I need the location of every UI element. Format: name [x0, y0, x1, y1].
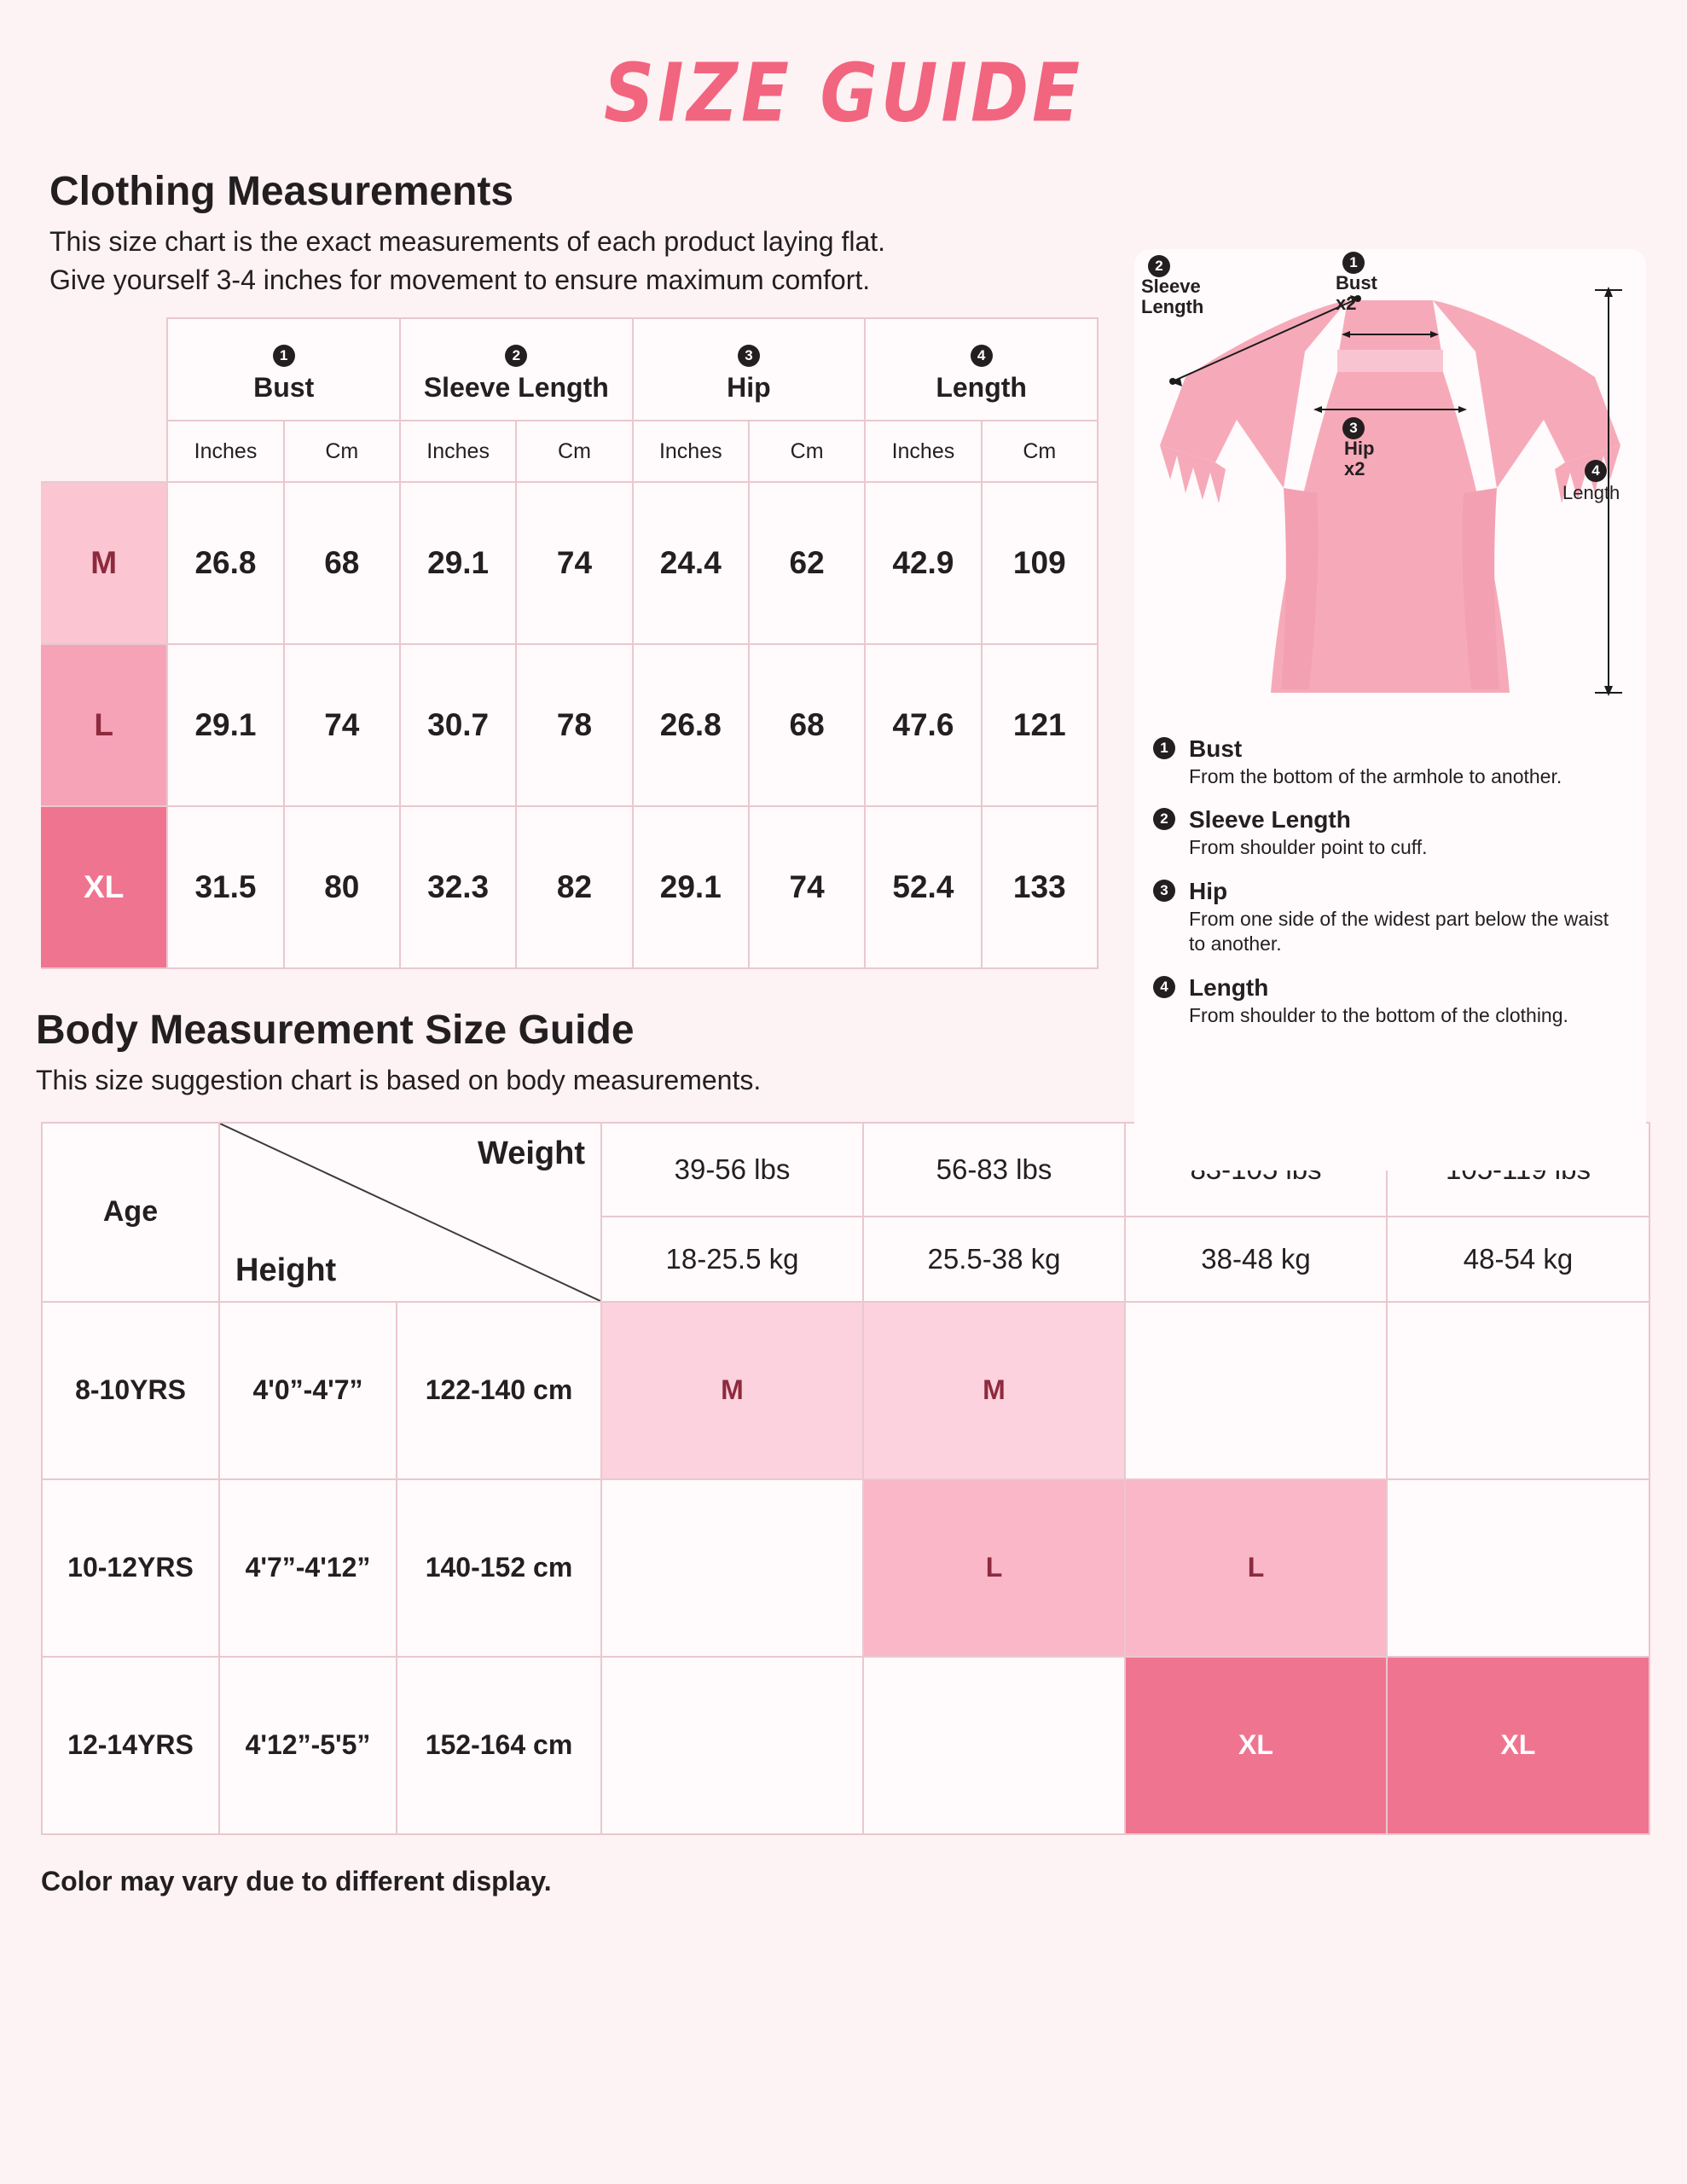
size-suggestion-cell	[601, 1657, 863, 1834]
weight-kg-header: 25.5-38 kg	[863, 1217, 1125, 1302]
table-row	[41, 482, 1098, 644]
measure-cell: 62	[749, 482, 865, 644]
group-label-length: Length	[936, 372, 1027, 404]
color-disclaimer: Color may vary due to different display.	[41, 1865, 552, 1896]
weight-kg-header: 38-48 kg	[1125, 1217, 1387, 1302]
definition-term: Hip	[1189, 877, 1228, 904]
definition-bust	[1153, 735, 1627, 789]
badge-4: 4	[867, 335, 1096, 367]
clothing-measurements-heading: Clothing Measurements	[49, 169, 514, 214]
size-suggestion-cell: M	[601, 1302, 863, 1479]
measure-cell: 32.3	[400, 806, 516, 968]
page-title: SIZE GUIDE	[603, 47, 1084, 141]
definition-badge-1: 1	[1153, 737, 1175, 759]
definition-sleeve-length	[1153, 806, 1627, 860]
unit-cell: Cm	[284, 421, 400, 482]
age-cell: 8-10YRS	[42, 1302, 219, 1479]
measure-cell: 109	[982, 482, 1098, 644]
measure-cell: 29.1	[400, 482, 516, 644]
size-suggestion-cell: L	[1125, 1479, 1387, 1657]
unit-cell: Inches	[865, 421, 981, 482]
size-suggestion-cell: XL	[1125, 1657, 1387, 1834]
size-suggestion-cell: L	[863, 1479, 1125, 1657]
age-cell: 10-12YRS	[42, 1479, 219, 1657]
definition-desc: From shoulder point to cuff.	[1189, 836, 1428, 859]
measure-cell: 74	[749, 806, 865, 968]
size-label-l: L	[41, 644, 167, 806]
definition-desc: From one side of the widest part below the waist to another.	[1189, 907, 1609, 956]
unit-cell: Cm	[749, 421, 865, 482]
measure-cell: 74	[516, 482, 632, 644]
table-row	[42, 1479, 1649, 1657]
height-inches-cell: 4'0”-4'7”	[219, 1302, 397, 1479]
illus-sleeve-badge: 2	[1148, 254, 1170, 277]
measure-cell: 74	[284, 644, 400, 806]
size-suggestion-cell: M	[863, 1302, 1125, 1479]
corner-blank	[41, 318, 167, 421]
measure-cell: 42.9	[865, 482, 981, 644]
garment-illustration-panel	[1134, 249, 1646, 1170]
group-header-sleeve-length	[400, 318, 633, 421]
measure-cell: 47.6	[865, 644, 981, 806]
group-label-bust: Bust	[253, 372, 315, 404]
unit-cell: Inches	[167, 421, 283, 482]
illus-hip-label: Hip x2	[1344, 438, 1375, 480]
dress-diagram	[1134, 249, 1646, 727]
measure-cell: 26.8	[633, 644, 749, 806]
age-cell: 12-14YRS	[42, 1657, 219, 1834]
size-suggestion-cell	[601, 1479, 863, 1657]
group-header-hip	[633, 318, 866, 421]
illus-sleeve-label: Sleeve Length	[1141, 276, 1204, 318]
height-header-label: Height	[235, 1252, 337, 1288]
group-label-sleeve-length: Sleeve Length	[423, 372, 609, 404]
weight-height-diagonal-header	[219, 1123, 601, 1302]
measure-cell: 78	[516, 644, 632, 806]
group-label-hip: Hip	[727, 372, 771, 404]
age-header: Age	[42, 1123, 219, 1302]
table-row-units	[41, 421, 1098, 482]
clothing-table-wrap	[41, 317, 1099, 969]
unit-cell: Cm	[982, 421, 1098, 482]
unit-cell: Inches	[400, 421, 516, 482]
measure-cell: 80	[284, 806, 400, 968]
illus-hip-badge: 3	[1342, 416, 1365, 439]
measure-cell: 133	[982, 806, 1098, 968]
table-row	[42, 1302, 1649, 1479]
definition-desc: From shoulder to the bottom of the clothing.	[1189, 1003, 1568, 1026]
height-inches-cell: 4'7”-4'12”	[219, 1479, 397, 1657]
definition-hip	[1153, 878, 1627, 957]
table-row	[42, 1657, 1649, 1834]
weight-lbs-header: 56-83 lbs	[863, 1123, 1125, 1217]
clothing-measurements-table	[41, 317, 1099, 969]
size-label-xl: XL	[41, 806, 167, 968]
weight-lbs-header: 39-56 lbs	[601, 1123, 863, 1217]
measure-cell: 30.7	[400, 644, 516, 806]
group-header-bust	[167, 318, 400, 421]
table-row	[41, 806, 1098, 968]
height-cm-cell: 152-164 cm	[397, 1657, 601, 1834]
measure-cell: 68	[284, 482, 400, 644]
measure-cell: 24.4	[633, 482, 749, 644]
measure-cell: 121	[982, 644, 1098, 806]
measure-cell: 31.5	[167, 806, 283, 968]
size-suggestion-cell	[863, 1657, 1125, 1834]
unit-cell: Inches	[633, 421, 749, 482]
height-cm-cell: 140-152 cm	[397, 1479, 601, 1657]
definition-badge-4: 4	[1153, 976, 1175, 998]
definition-length	[1153, 974, 1627, 1028]
size-suggestion-cell	[1387, 1479, 1649, 1657]
illus-length-label: Length	[1562, 482, 1620, 503]
body-table-wrap	[41, 1122, 1649, 1835]
measure-cell: 68	[749, 644, 865, 806]
table-row-group-headers	[41, 318, 1098, 421]
units-blank	[41, 421, 167, 482]
illus-bust-label: Bust x2	[1336, 272, 1377, 315]
size-suggestion-cell	[1387, 1302, 1649, 1479]
group-header-length	[865, 318, 1098, 421]
unit-cell: Cm	[516, 421, 632, 482]
size-suggestion-cell: XL	[1387, 1657, 1649, 1834]
clothing-desc-line-2: Give yourself 3-4 inches for movement to ensure maximum comfort.	[49, 264, 871, 296]
measure-cell: 29.1	[633, 806, 749, 968]
height-cm-cell: 122-140 cm	[397, 1302, 601, 1479]
weight-header-label: Weight	[478, 1135, 585, 1171]
weight-kg-header: 48-54 kg	[1387, 1217, 1649, 1302]
definition-term: Bust	[1189, 735, 1243, 762]
definition-badge-3: 3	[1153, 880, 1175, 902]
definition-desc: From the bottom of the armhole to another.	[1189, 765, 1562, 787]
definition-term: Sleeve Length	[1189, 806, 1351, 834]
badge-1: 1	[169, 335, 398, 367]
body-measurement-desc: This size suggestion chart is based on body measurements.	[36, 1065, 762, 1096]
measure-cell: 26.8	[167, 482, 283, 644]
size-suggestion-cell	[1125, 1302, 1387, 1479]
table-row	[41, 644, 1098, 806]
definition-term: Length	[1189, 973, 1269, 1001]
size-label-m: M	[41, 482, 167, 644]
body-measurement-heading: Body Measurement Size Guide	[36, 1008, 635, 1054]
illus-length-badge: 4	[1585, 459, 1607, 482]
measurement-definitions	[1134, 727, 1646, 1028]
height-inches-cell: 4'12”-5'5”	[219, 1657, 397, 1834]
measure-cell: 82	[516, 806, 632, 968]
illus-bust-badge: 1	[1342, 251, 1365, 274]
measure-cell: 52.4	[865, 806, 981, 968]
clothing-desc-line-1: This size chart is the exact measurements of each product laying flat.	[49, 226, 886, 257]
badge-3: 3	[635, 335, 864, 367]
definition-badge-2: 2	[1153, 808, 1175, 830]
badge-2: 2	[402, 335, 631, 367]
weight-kg-header: 18-25.5 kg	[601, 1217, 863, 1302]
measure-cell: 29.1	[167, 644, 283, 806]
body-measurement-table	[41, 1122, 1650, 1835]
